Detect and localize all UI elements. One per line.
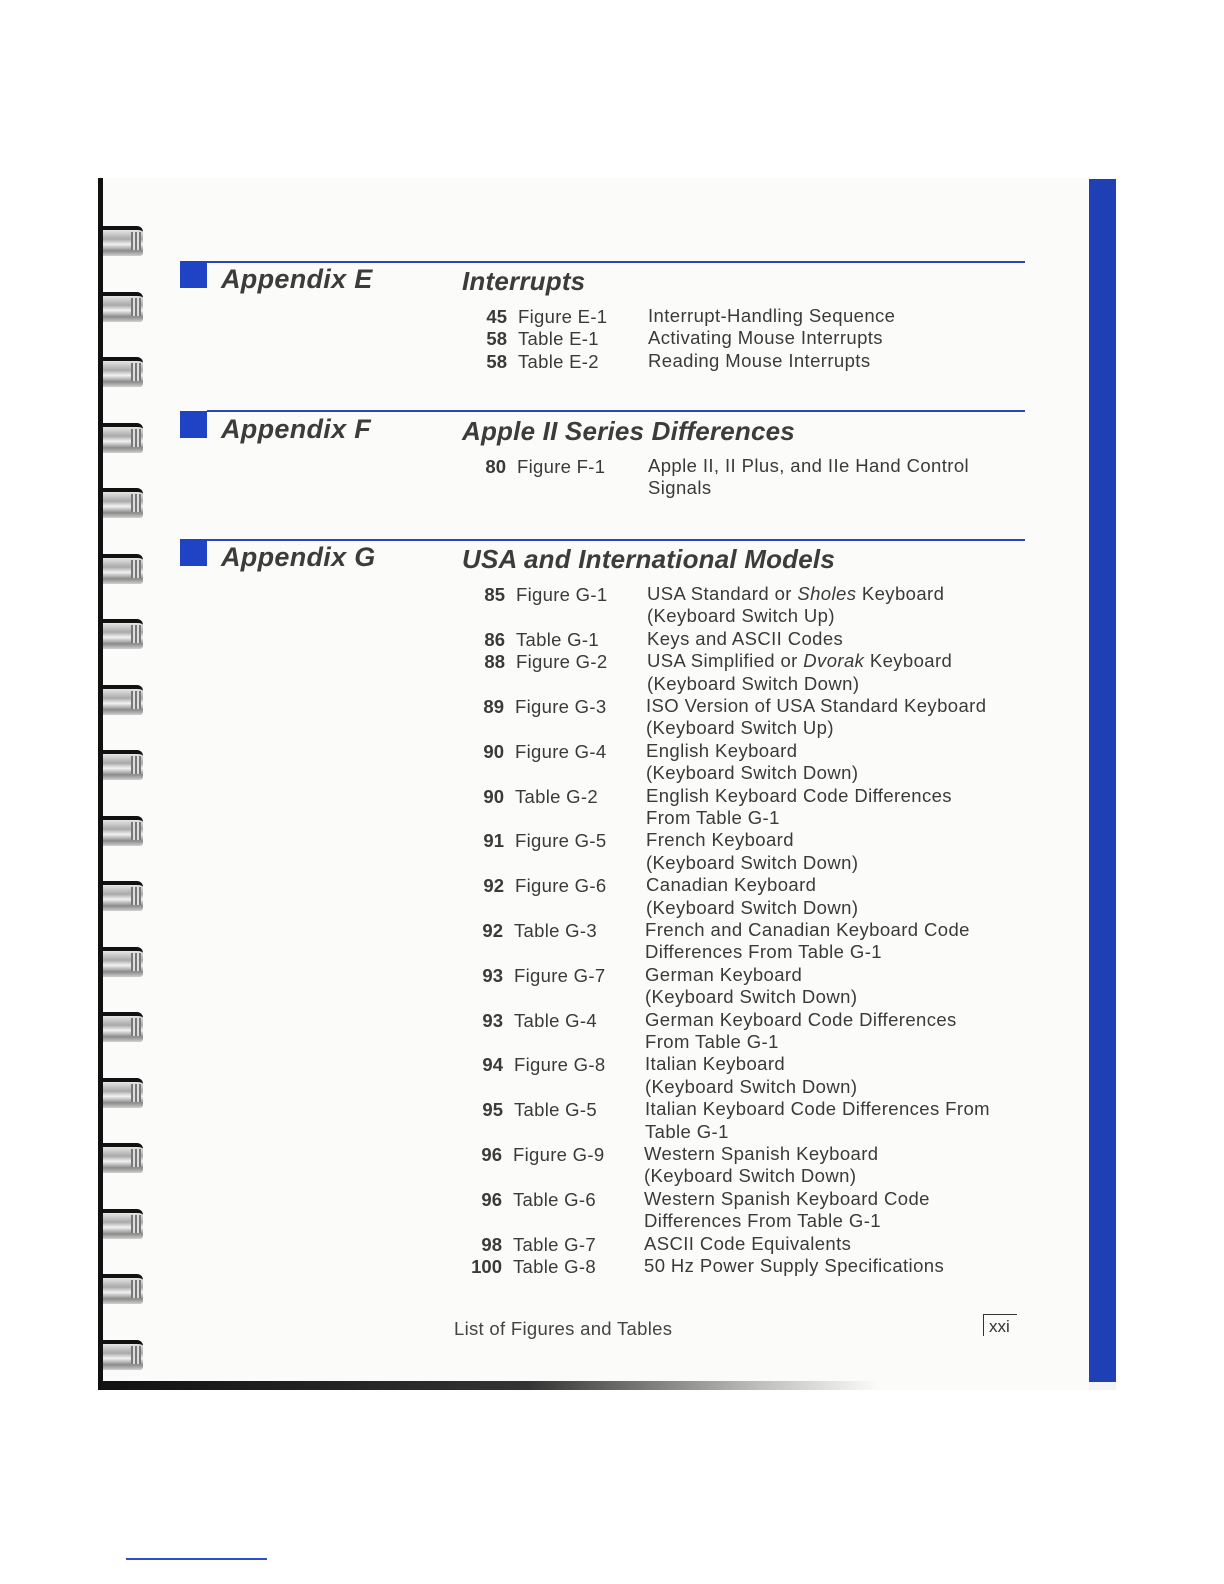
description-line	[646, 717, 986, 739]
entry-page-number: 91	[483, 830, 504, 852]
appendix-title: Appendix F	[221, 414, 371, 444]
description-text: Italian Keyboard	[645, 1053, 786, 1075]
entry-description	[646, 785, 952, 830]
description-line	[646, 807, 952, 829]
description-line	[647, 628, 843, 650]
list-item	[0, 739, 1224, 784]
entry-label: Table G-4	[514, 1009, 597, 1031]
description-line	[645, 964, 857, 986]
section-heading: USA and International Models	[462, 544, 836, 574]
description-text: English Keyboard	[646, 739, 798, 761]
list-item	[0, 829, 1224, 873]
list-item	[0, 351, 1224, 373]
description-line	[646, 785, 952, 807]
entry-label: Figure G-9	[513, 1144, 605, 1165]
entry-label: Table G-3	[514, 920, 597, 941]
list-item	[0, 1143, 1224, 1187]
binding-ring	[103, 1340, 143, 1370]
entry-label: Figure E-1	[518, 306, 608, 327]
description-text: Apple II, II Plus, and IIe Hand Control	[648, 455, 970, 476]
description-line	[645, 1098, 990, 1120]
entry-page-number: 85	[484, 584, 505, 605]
description-text: (Keyboard Switch Up)	[647, 605, 835, 627]
entry-description	[648, 455, 969, 500]
list-item	[0, 650, 1224, 694]
entry-description	[645, 1053, 857, 1098]
entry-page-number: 95	[482, 1099, 503, 1121]
list-item	[0, 1008, 1224, 1052]
description-text: (Keyboard Switch Down)	[644, 1165, 857, 1187]
list-item	[0, 328, 1224, 350]
entry-label: Figure G-5	[515, 830, 607, 852]
description-line	[648, 305, 895, 327]
entry-page-number: 92	[482, 920, 503, 941]
list-item	[0, 1053, 1224, 1097]
italic-term: Sholes	[797, 583, 857, 604]
description-line	[644, 1143, 878, 1165]
description-text: German Keyboard	[645, 963, 803, 985]
entry-description	[647, 583, 944, 628]
entry-description	[646, 874, 858, 919]
entry-label: Figure F-1	[517, 456, 606, 477]
binding-ring	[103, 226, 143, 256]
page-edge-notch	[1089, 1382, 1116, 1390]
description-line	[645, 919, 970, 941]
entry-description	[645, 919, 970, 964]
list-item	[0, 874, 1224, 918]
entry-description	[645, 1009, 957, 1054]
description-line	[647, 583, 944, 605]
description-text: Interrupt-Handling Sequence	[648, 305, 896, 326]
description-line	[645, 1031, 957, 1053]
entry-page-number: 58	[486, 328, 507, 350]
entry-page-number: 45	[486, 306, 507, 327]
description-text: (Keyboard Switch Down)	[646, 851, 859, 873]
entry-label: Table G-1	[516, 628, 599, 650]
page-bottom-edge	[98, 1381, 878, 1390]
entry-label: Figure G-3	[515, 696, 607, 717]
entry-description	[648, 350, 870, 372]
entry-label: Figure G-1	[516, 584, 608, 605]
description-line	[647, 650, 952, 672]
list-item	[0, 784, 1224, 828]
description-line	[644, 1210, 930, 1232]
description-text: Table G-1	[645, 1120, 729, 1142]
description-line	[647, 605, 944, 627]
description-text: From Table G-1	[645, 1031, 779, 1052]
entry-page-number: 98	[481, 1233, 502, 1255]
entry-description	[646, 740, 858, 785]
description-text: (Keyboard Switch Down)	[645, 986, 858, 1008]
entry-description	[646, 829, 858, 874]
section-rule	[207, 410, 1025, 412]
entry-label: Table E-1	[518, 328, 599, 350]
entry-description	[644, 1233, 851, 1255]
entry-description	[644, 1255, 944, 1277]
description-text: (Keyboard Switch Down)	[647, 672, 860, 694]
entry-description	[644, 1143, 878, 1188]
running-footer-title: List of Figures and Tables	[454, 1318, 673, 1339]
description-text: Italian Keyboard Code Differences From	[645, 1098, 990, 1120]
appendix-title: Appendix E	[221, 264, 373, 294]
entry-page-number: 90	[483, 785, 504, 807]
description-text: ASCII Code Equivalents	[644, 1232, 852, 1254]
description-text: Reading Mouse Interrupts	[648, 349, 871, 371]
description-text: English Keyboard Code Differences	[646, 784, 952, 806]
entry-page-number: 58	[486, 350, 507, 372]
list-item	[0, 455, 1224, 499]
entry-description	[648, 327, 883, 349]
description-line	[646, 695, 986, 717]
entry-page-number: 86	[484, 628, 505, 650]
entry-page-number: 94	[482, 1054, 503, 1076]
entry-label: Figure G-2	[516, 651, 608, 673]
description-line	[644, 1165, 878, 1187]
binding-ring	[103, 1274, 143, 1304]
description-line	[647, 673, 952, 695]
description-line	[646, 762, 858, 784]
description-text: French and Canadian Keyboard Code	[645, 919, 970, 940]
list-item	[0, 963, 1224, 1008]
entry-page-number: 80	[485, 456, 506, 477]
description-line	[648, 477, 969, 499]
entry-page-number: 92	[483, 875, 504, 897]
entry-page-number: 93	[482, 964, 503, 986]
description-line	[646, 829, 858, 851]
description-text: Canadian Keyboard	[646, 874, 817, 896]
entry-page-number: 93	[482, 1009, 503, 1031]
description-text: Western Spanish Keyboard Code	[644, 1187, 930, 1209]
list-item	[0, 306, 1224, 328]
description-text: French Keyboard	[646, 829, 794, 851]
section-rule	[207, 261, 1025, 263]
description-text: (Keyboard Switch Up)	[646, 717, 834, 739]
description-line	[645, 1121, 990, 1143]
description-text: 50 Hz Power Supply Specifications	[644, 1255, 945, 1276]
section-marker-square	[180, 539, 207, 566]
page-number: xxi	[983, 1314, 1017, 1336]
entry-description	[647, 650, 952, 695]
list-item	[0, 1234, 1224, 1256]
list-item	[0, 1187, 1224, 1232]
description-text: Western Spanish Keyboard	[644, 1143, 879, 1164]
description-line	[648, 350, 870, 372]
list-item	[0, 583, 1224, 627]
description-text: Keyboard	[864, 650, 953, 672]
section-rule	[207, 539, 1025, 541]
entry-label: Figure G-4	[515, 740, 607, 762]
entry-page-number: 100	[471, 1256, 502, 1277]
binding-ring	[103, 554, 143, 584]
description-line	[648, 327, 883, 349]
description-line	[645, 1053, 857, 1075]
entry-page-number: 89	[483, 696, 504, 717]
description-text: From Table G-1	[646, 807, 780, 828]
entry-label: Table G-7	[513, 1233, 596, 1255]
description-text: (Keyboard Switch Down)	[646, 762, 859, 784]
description-text: Keys and ASCII Codes	[647, 627, 844, 649]
description-text: USA Simplified or	[647, 650, 804, 672]
section-heading: Apple II Series Differences	[462, 416, 795, 446]
description-line	[646, 874, 858, 896]
description-line	[645, 1076, 857, 1098]
appendix-title: Appendix G	[221, 542, 376, 572]
entry-description	[647, 628, 843, 650]
description-text: Differences From Table G-1	[644, 1210, 881, 1232]
stray-underline	[126, 1558, 267, 1560]
description-text: Activating Mouse Interrupts	[648, 327, 883, 349]
section-marker-square	[180, 261, 207, 288]
list-item	[0, 1256, 1224, 1278]
description-line	[645, 986, 857, 1008]
description-text: Signals	[648, 477, 712, 499]
description-text: (Keyboard Switch Down)	[646, 896, 859, 918]
entry-label: Figure G-8	[514, 1054, 606, 1076]
description-line	[646, 897, 858, 919]
entry-description	[644, 1188, 930, 1233]
list-item	[0, 919, 1224, 963]
description-line	[645, 941, 970, 963]
entry-label: Table G-6	[513, 1188, 596, 1210]
binding-ring	[103, 488, 143, 518]
entry-description	[645, 964, 857, 1009]
entry-description	[645, 1098, 990, 1143]
description-line	[646, 740, 858, 762]
entry-page-number: 96	[481, 1188, 502, 1210]
list-item	[0, 629, 1224, 651]
description-text: USA Standard or	[647, 583, 798, 604]
entry-label: Figure G-7	[514, 964, 606, 986]
entry-label: Table G-8	[513, 1256, 596, 1277]
binding-ring	[103, 423, 143, 453]
entry-description	[646, 695, 986, 740]
entry-label: Table E-2	[518, 350, 599, 372]
description-text: (Keyboard Switch Down)	[645, 1075, 858, 1097]
entry-label: Table G-5	[514, 1099, 597, 1121]
description-line	[648, 455, 969, 477]
entry-description	[648, 305, 895, 327]
description-text: German Keyboard Code Differences	[645, 1008, 957, 1030]
description-text: ISO Version of USA Standard Keyboard	[646, 695, 987, 716]
description-text: Keyboard	[856, 583, 945, 604]
entry-page-number: 90	[483, 740, 504, 762]
entry-page-number: 96	[481, 1144, 502, 1165]
section-marker-square	[180, 411, 207, 438]
description-line	[644, 1188, 930, 1210]
description-line	[646, 852, 858, 874]
description-line	[644, 1255, 944, 1277]
section-heading: Interrupts	[462, 266, 586, 296]
description-line	[644, 1233, 851, 1255]
italic-term: Dvorak	[803, 650, 865, 672]
list-item	[0, 1098, 1224, 1142]
entry-label: Figure G-6	[515, 875, 607, 897]
entry-page-number: 88	[484, 651, 505, 673]
list-item	[0, 695, 1224, 739]
description-line	[645, 1009, 957, 1031]
entry-label: Table G-2	[515, 785, 598, 807]
description-text: Differences From Table G-1	[645, 941, 882, 963]
